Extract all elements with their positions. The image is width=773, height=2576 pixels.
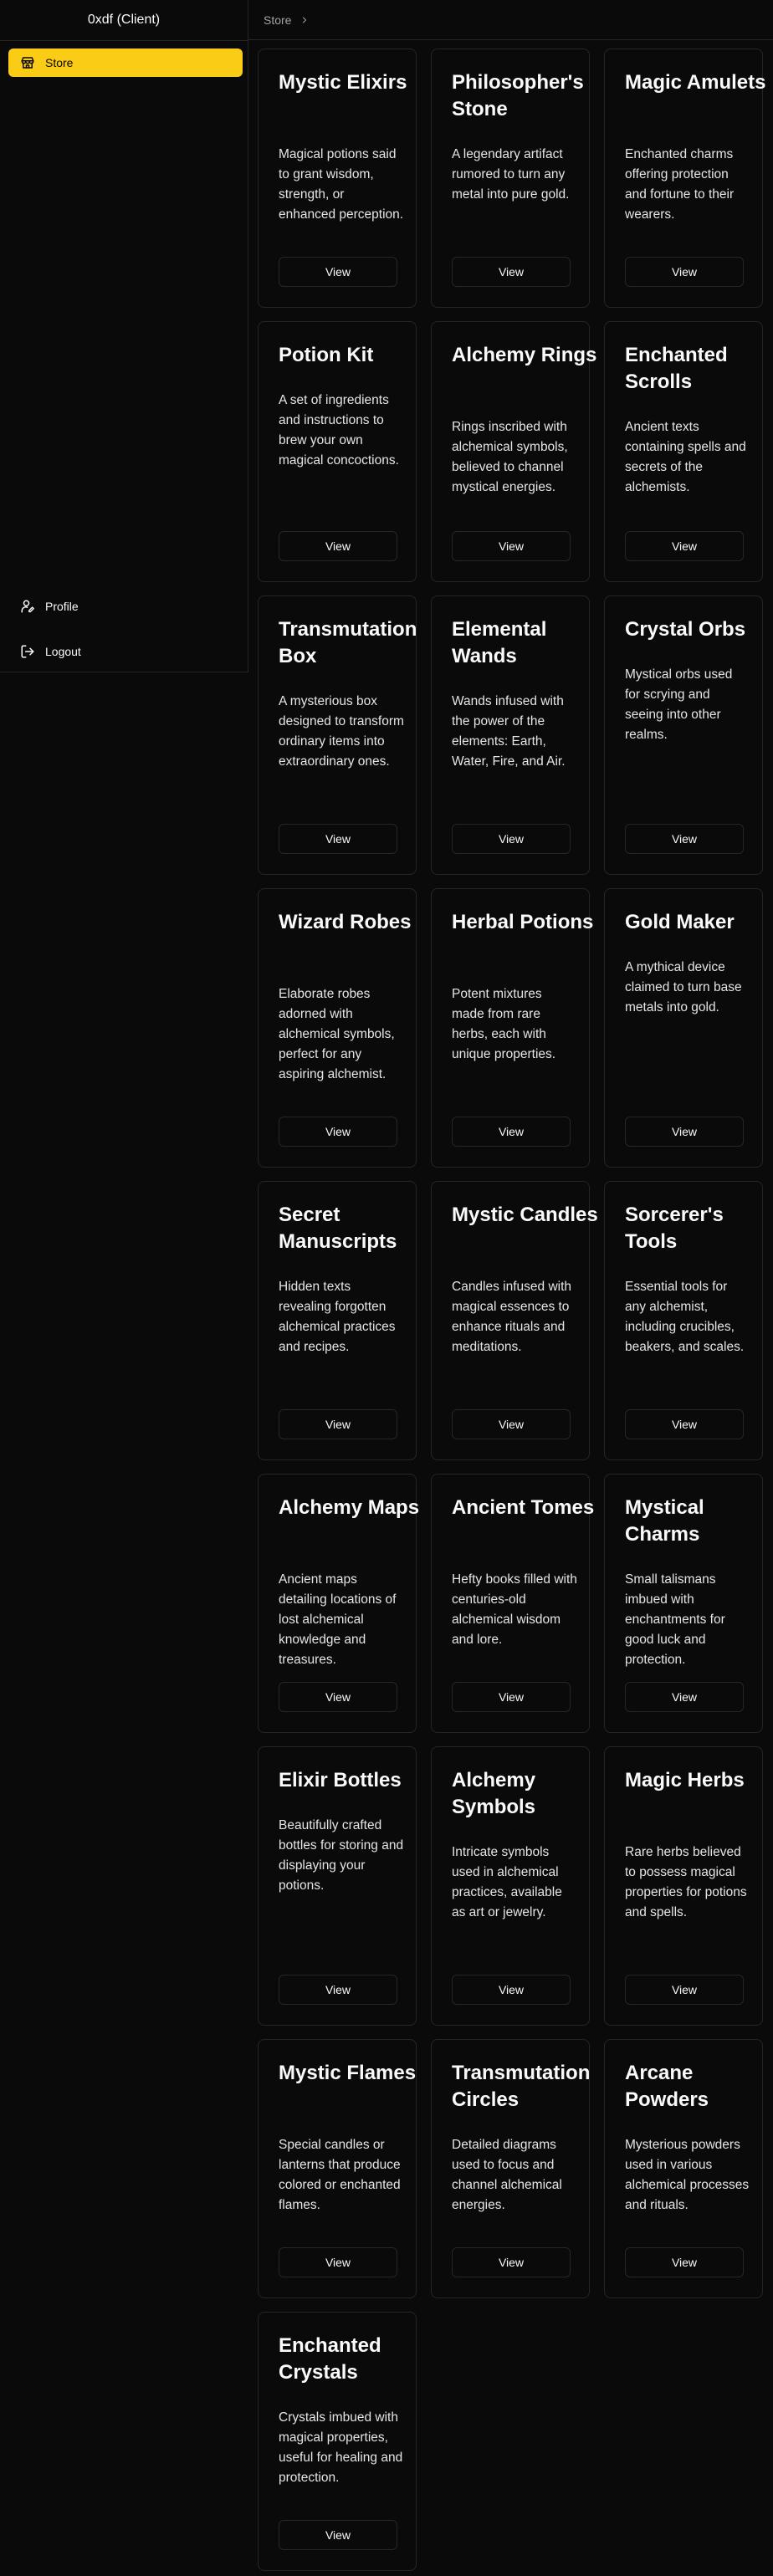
view-button[interactable]: View (279, 2247, 397, 2277)
product-card (431, 321, 597, 582)
product-title: Alchemy Maps (279, 1496, 420, 1519)
view-button[interactable]: View (452, 2247, 571, 2277)
product-description: Mystical orbs used for scrying and seeing into other realms. (625, 667, 733, 742)
sidebar-item-label: Logout (45, 645, 81, 658)
product-title: Gold Maker (625, 911, 735, 933)
product-title: Philosopher's Stone (452, 71, 584, 120)
product-description: A set of ingredients and instructions to brew your own magical concoctions. (279, 393, 399, 468)
product-description: Ancient texts containing spells and secrets of the alchemists. (625, 420, 746, 494)
product-card (604, 888, 763, 1168)
sidebar-item-profile[interactable] (8, 592, 243, 621)
product-card (431, 888, 594, 1168)
product-card (258, 595, 417, 875)
product-title: Enchanted Scrolls (625, 344, 728, 393)
view-button[interactable]: View (452, 1117, 571, 1147)
product-title: Transmutation Box (279, 618, 417, 667)
product-description: Special candles or lanterns that produce colored or enchanted flames. (279, 2138, 401, 2212)
view-button[interactable]: View (279, 1975, 397, 2005)
product-description: Hidden texts revealing forgotten alchemical practices and recipes. (279, 1280, 396, 1354)
product-card (604, 49, 766, 308)
product-title: Elemental Wands (452, 618, 547, 667)
product-description: Intricate symbols used in alchemical practices, available as art or jewelry. (452, 1845, 562, 1919)
product-description: Essential tools for any alchemist, including crucibles, beakers, and scales. (625, 1280, 745, 1354)
product-title: Potion Kit (279, 344, 374, 366)
view-button[interactable]: View (452, 824, 571, 854)
view-button[interactable]: View (452, 1975, 571, 2005)
product-title: Mystical Charms (625, 1496, 704, 1546)
view-button[interactable]: View (279, 531, 397, 561)
product-description: Mysterious powders used in various alchemical processes and rituals. (625, 2138, 750, 2212)
breadcrumb-item-store[interactable]: Store (264, 13, 292, 27)
product-card (431, 595, 590, 875)
product-card (258, 1474, 420, 1733)
product-description: Ancient maps detailing locations of lost alchemical knowledge and treasures. (279, 1572, 397, 1667)
product-card (431, 49, 590, 308)
product-card (604, 595, 763, 875)
product-description: Detailed diagrams used to focus and channel alchemical energies. (452, 2138, 562, 2212)
product-description: Crystals imbued with magical properties, useful for healing and protection. (279, 2410, 403, 2485)
product-title: Magic Amulets (625, 71, 766, 94)
product-card (431, 1474, 595, 1733)
product-description: Magical potions said to grant wisdom, strength, or enhanced perception. (279, 147, 404, 222)
store-icon (20, 55, 35, 70)
product-description: Elaborate robes adorned with alchemical symbols, perfect for any aspiring alchemist. (279, 987, 395, 1081)
product-card (604, 321, 763, 582)
product-card (258, 888, 417, 1168)
product-title: Mystic Elixirs (279, 71, 407, 94)
view-button[interactable]: View (279, 824, 397, 854)
view-button[interactable]: View (625, 2247, 744, 2277)
product-card (431, 2039, 590, 2298)
product-title: Alchemy Rings (452, 344, 597, 366)
view-button[interactable]: View (625, 1117, 744, 1147)
product-description: Wands infused with the power of the elements: Earth, Water, Fire, and Air. (452, 694, 566, 769)
product-card (604, 1474, 763, 1733)
product-card (258, 2039, 417, 2298)
product-description: Hefty books filled with centuries-old alchemical wisdom and lore. (452, 1572, 577, 1647)
view-button[interactable]: View (625, 1975, 744, 2005)
product-description: Beautifully crafted bottles for storing and displaying your potions. (279, 1818, 404, 1893)
product-title: Sorcerer's Tools (625, 1204, 724, 1253)
view-button[interactable]: View (625, 531, 744, 561)
product-title: Crystal Orbs (625, 618, 746, 641)
product-title: Transmutation Circles (452, 2062, 591, 2111)
product-card (604, 1181, 763, 1460)
view-button[interactable]: View (625, 257, 744, 287)
view-button[interactable]: View (452, 1409, 571, 1439)
product-description: Rare herbs believed to possess magical properties for potions and spells. (625, 1845, 747, 1919)
product-title: Mystic Candles (452, 1204, 598, 1226)
product-title: Mystic Flames (279, 2062, 417, 2084)
product-title: Magic Herbs (625, 1769, 745, 1791)
product-card (431, 1181, 598, 1460)
view-button[interactable]: View (279, 1117, 397, 1147)
product-card (258, 321, 417, 582)
product-description: A mysterious box designed to transform ordinary items into extraordinary ones. (279, 694, 404, 769)
sidebar-item-label: Profile (45, 600, 79, 613)
breadcrumb (248, 0, 773, 40)
app-title: 0xdf (Client) (0, 0, 248, 41)
product-title: Elixir Bottles (279, 1769, 402, 1791)
view-button[interactable]: View (452, 1682, 571, 1712)
product-title: Wizard Robes (279, 911, 412, 933)
sidebar-item-store[interactable] (8, 49, 243, 77)
view-button[interactable]: View (625, 1682, 744, 1712)
product-card (604, 1746, 763, 2026)
product-title: Herbal Potions (452, 911, 594, 933)
logout-icon (20, 644, 35, 659)
product-title: Ancient Tomes (452, 1496, 595, 1519)
product-card (604, 2039, 763, 2298)
product-description: A legendary artifact rumored to turn any metal into pure gold. (452, 147, 570, 202)
view-button[interactable]: View (279, 2520, 397, 2550)
sidebar-item-label: Store (45, 56, 74, 69)
view-button[interactable]: View (279, 257, 397, 287)
product-card (258, 1746, 417, 2026)
user-pen-icon (20, 599, 35, 614)
view-button[interactable]: View (452, 257, 571, 287)
product-title: Enchanted Crystals (279, 2334, 381, 2384)
product-description: Rings inscribed with alchemical symbols, believed to channel mystical energies. (452, 420, 568, 494)
product-card (258, 1181, 417, 1460)
view-button[interactable]: View (625, 824, 744, 854)
sidebar (0, 0, 248, 672)
product-description: Small talismans imbued with enchantments for good luck and protection. (625, 1572, 725, 1667)
product-description: Enchanted charms offering protection and fortune to their wearers. (625, 147, 735, 222)
product-title: Arcane Powders (625, 2062, 709, 2111)
product-card (258, 2312, 417, 2571)
product-title: Alchemy Symbols (452, 1769, 536, 1818)
view-button[interactable]: View (279, 1409, 397, 1439)
view-button[interactable]: View (452, 531, 571, 561)
sidebar-item-logout[interactable] (8, 637, 243, 666)
view-button[interactable]: View (625, 1409, 744, 1439)
chevron-right-icon (299, 15, 310, 25)
product-card (431, 1746, 590, 2026)
product-description: A mythical device claimed to turn base metals into gold. (625, 960, 742, 1015)
product-description: Potent mixtures made from rare herbs, each with unique properties. (452, 987, 556, 1061)
product-description: Candles infused with magical essences to enhance rituals and meditations. (452, 1280, 572, 1354)
view-button[interactable]: View (279, 1682, 397, 1712)
product-title: Secret Manuscripts (279, 1204, 397, 1253)
product-card (258, 49, 417, 308)
